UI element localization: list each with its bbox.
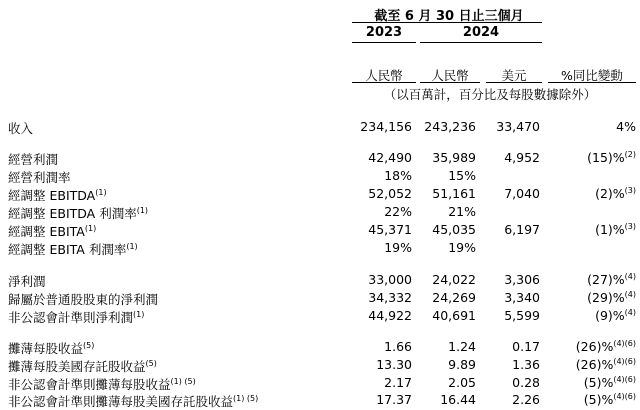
value-2024-rmb: 1.24 [448, 339, 476, 354]
yoy-change: (9)%$^{(4)}$ [595, 308, 636, 323]
row-label: 攤薄每股美國存託股收益$^{(5)}$ [8, 359, 157, 374]
yoy-change: (15)%$^{(2)}$ [587, 150, 636, 165]
value-2023: 17.37 [376, 392, 412, 407]
yoy-change: (1)%$^{(3)}$ [595, 222, 636, 237]
value-2024-usd: 4,952 [504, 150, 540, 165]
value-2023: 44,922 [368, 308, 412, 323]
yoy-change: (2)%$^{(3)}$ [595, 186, 636, 201]
value-2023: 2.17 [384, 375, 412, 390]
value-2024-rmb: 24,022 [432, 272, 476, 287]
year-2024-rule [420, 42, 542, 43]
value-2024-usd: 1.36 [512, 357, 540, 372]
value-2024-rmb: 243,236 [424, 119, 476, 134]
value-2023: 22% [384, 204, 412, 219]
yoy-change: (5)%$^{(4)(6)}$ [583, 392, 636, 407]
value-2023: 1.66 [384, 339, 412, 354]
row-label: 經營利潤率 [8, 170, 71, 185]
yoy-change: (26)%$^{(4)(6)}$ [575, 357, 636, 372]
year-2024-header: 2024 [462, 25, 500, 40]
value-2023: 34,332 [368, 290, 412, 305]
table-row [0, 204, 640, 222]
table-row [0, 308, 640, 326]
row-label: 經調整 EBITA 利潤率$^{(1)}$ [8, 242, 138, 257]
table-row [0, 222, 640, 240]
value-2024-usd: 3,306 [504, 272, 540, 287]
value-2024-rmb: 16.44 [440, 392, 476, 407]
value-2024-rmb: 35,989 [432, 150, 476, 165]
table-row [0, 168, 640, 186]
row-label: 淨利潤 [8, 274, 46, 289]
header-rule [352, 22, 542, 23]
table-row [0, 375, 640, 393]
table-row [0, 150, 640, 168]
value-2023: 13.30 [376, 357, 412, 372]
value-2024-usd: 2.26 [512, 392, 540, 407]
yoy-change-header: %同比變動 [561, 68, 623, 83]
table-row [0, 290, 640, 308]
value-2024-usd: 6,197 [504, 222, 540, 237]
currency-rule [352, 82, 416, 83]
table-row [0, 339, 640, 357]
currency-rmb-2023: 人民幣 [365, 68, 403, 83]
row-label: 收入 [8, 121, 34, 136]
table-row [0, 186, 640, 204]
yoy-change: (5)%$^{(4)(6)}$ [583, 375, 636, 390]
value-2024-rmb: 15% [448, 168, 476, 183]
unit-note: （以百萬計，百分比及每股數據除外） [383, 87, 597, 102]
table-row [0, 357, 640, 375]
row-label: 經調整 EBITDA$^{(1)}$ [8, 188, 107, 203]
table-row [0, 272, 640, 290]
currency-rule [420, 82, 480, 83]
value-2024-usd: 0.28 [512, 375, 540, 390]
value-2024-usd: 5,599 [504, 308, 540, 323]
row-label: 非公認會計準則攤薄每股美國存託股收益$^{(1) (5)}$ [8, 394, 259, 409]
value-2024-usd: 33,470 [496, 119, 540, 134]
table-row [0, 392, 640, 410]
currency-rmb-2024: 人民幣 [431, 68, 469, 83]
currency-rule [548, 82, 636, 83]
value-2024-rmb: 45,035 [432, 222, 476, 237]
row-label: 歸屬於普通股股東的淨利潤 [8, 292, 159, 307]
year-2023-header: 2023 [365, 25, 403, 40]
row-label: 經營利潤 [8, 152, 59, 167]
yoy-change: (29)%$^{(4)}$ [587, 290, 636, 305]
value-2023: 234,156 [360, 119, 412, 134]
row-label: 經調整 EBITA$^{(1)}$ [8, 224, 97, 239]
value-2023: 52,052 [368, 186, 412, 201]
value-2024-usd: 0.17 [512, 339, 540, 354]
yoy-change: (27)%$^{(4)}$ [587, 272, 636, 287]
value-2023: 19% [384, 240, 412, 255]
row-label: 攤薄每股收益$^{(5)}$ [8, 341, 95, 356]
value-2024-rmb: 24,269 [432, 290, 476, 305]
value-2023: 42,490 [368, 150, 412, 165]
value-2024-rmb: 2.05 [448, 375, 476, 390]
value-2024-rmb: 19% [448, 240, 476, 255]
value-2023: 33,000 [368, 272, 412, 287]
value-2024-usd: 3,340 [504, 290, 540, 305]
row-label: 非公認會計準則攤薄每股收益$^{(1) (5)}$ [8, 377, 196, 392]
value-2024-usd: 7,040 [504, 186, 540, 201]
period-header: 截至 6 月 30 日止三個月 [374, 9, 524, 24]
yoy-change: (26)%$^{(4)(6)}$ [575, 339, 636, 354]
yoy-change: 4% [616, 119, 636, 134]
value-2024-rmb: 9.89 [448, 357, 476, 372]
table-row [0, 240, 640, 258]
value-2023: 45,371 [368, 222, 412, 237]
value-2024-rmb: 40,691 [432, 308, 476, 323]
row-label: 經調整 EBITDA 利潤率$^{(1)}$ [8, 206, 149, 221]
year-2023-rule [352, 42, 416, 43]
value-2023: 18% [384, 168, 412, 183]
table-row [0, 119, 640, 137]
currency-usd-2024: 美元 [501, 68, 527, 83]
currency-rule [486, 82, 542, 83]
value-2024-rmb: 21% [448, 204, 476, 219]
value-2024-rmb: 51,161 [432, 186, 476, 201]
row-label: 非公認會計準則淨利潤$^{(1)}$ [8, 310, 145, 325]
